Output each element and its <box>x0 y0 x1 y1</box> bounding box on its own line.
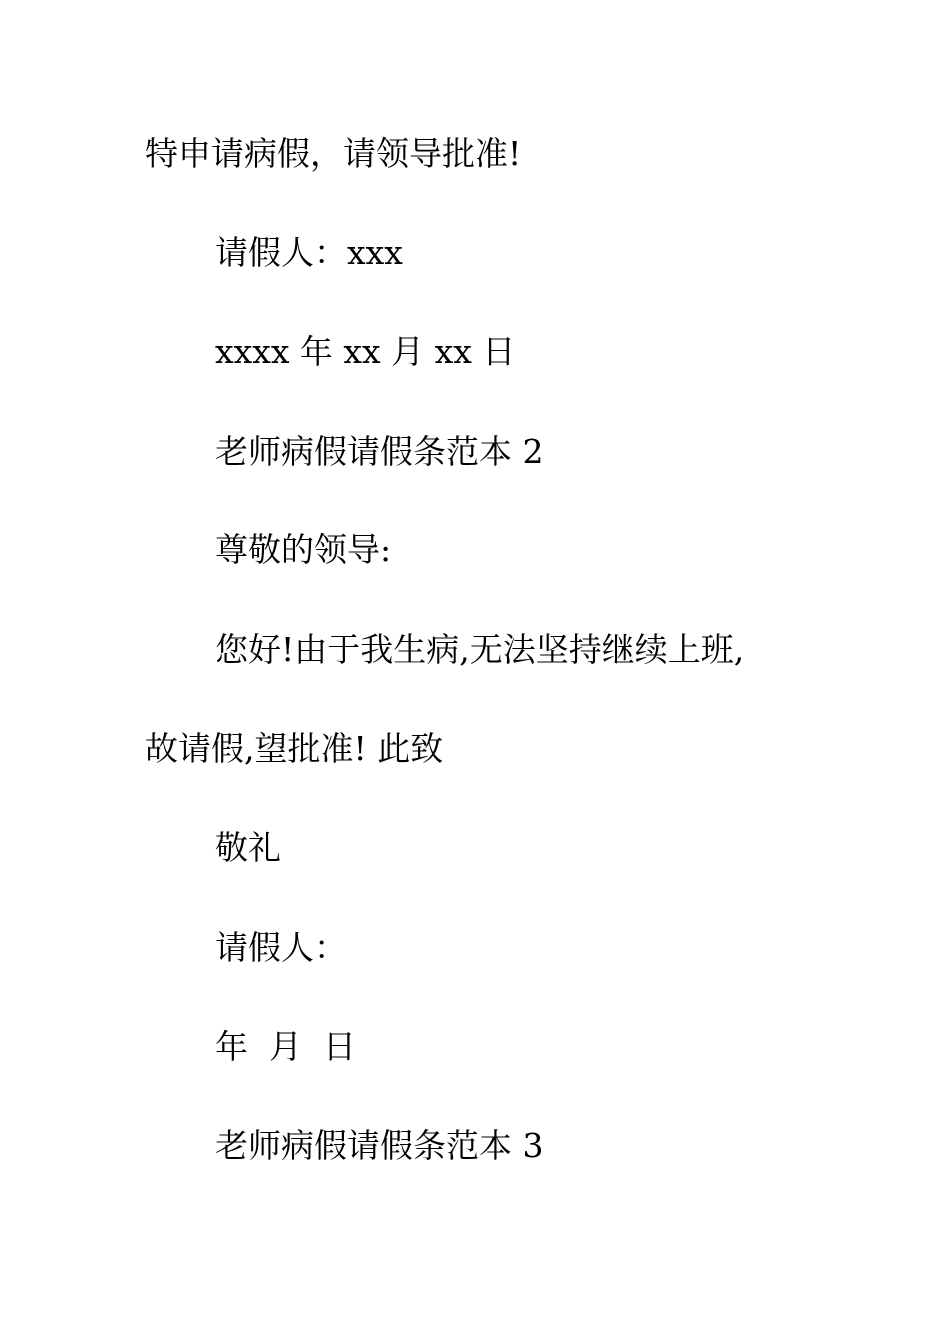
text-line-applicant-signature: 请假人： <box>215 928 347 967</box>
section-heading-template-3: 老师病假请假条范本 3 <box>215 1126 544 1165</box>
text-line-salutation: 尊敬的领导: <box>215 530 392 569</box>
text-line-applicant: 请假人：xxx <box>215 233 403 272</box>
text-line-approval-request: 特申请病假，请领导批准! <box>145 134 522 173</box>
text-line-body-1: 您好!由于我生病,无法坚持继续上班, <box>215 630 745 669</box>
text-line-closing: 敬礼 <box>215 828 281 867</box>
text-line-date-blank: 年 月 日 <box>215 1027 356 1066</box>
section-heading-template-2: 老师病假请假条范本 2 <box>215 432 544 471</box>
text-line-body-2: 故请假,望批准! 此致 <box>145 729 444 768</box>
text-line-date: xxxx 年 xx 月 xx 日 <box>215 332 516 371</box>
